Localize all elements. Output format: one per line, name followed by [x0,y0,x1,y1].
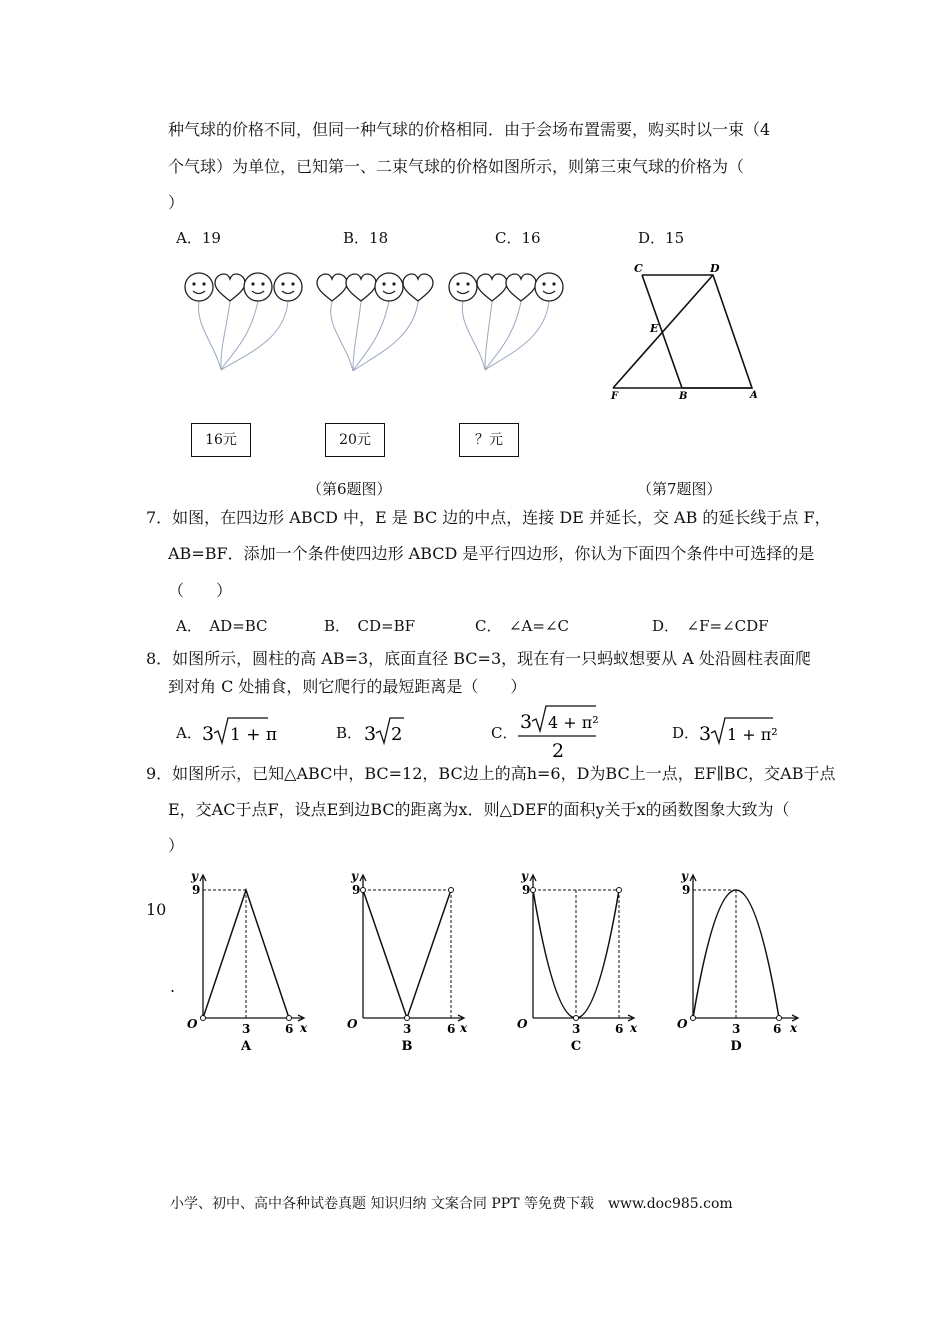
price-box-2: 20元 [325,423,385,457]
q10-number: 10 [146,900,167,919]
graph-label-b: B [401,1039,413,1054]
q6-line-3: ） [168,193,185,212]
x-tick-3: 3 [242,1022,251,1036]
q8-option-c-expr [516,704,600,762]
q6-option-b: B．18 [343,229,389,247]
q9-line-2: E，交AC于点F，设点E到边BC的距离为x．则△DEF的面积y关于x的函数图象大致为（ [168,800,790,819]
label-f: F [611,391,619,402]
a-radicand: 1 + π [230,725,278,745]
label-b: B [679,391,688,402]
c-coef: 3 [520,711,533,733]
d-radicand: 1 + π² [727,725,778,744]
q8-option-c-label: C． [491,724,518,742]
q8-line-1: 8．如图所示，圆柱的高 AB=3，底面直径 BC=3，现在有一只蚂蚁想要从 A 处沿圆柱表面爬 [146,649,811,668]
q6-option-c: C．16 [495,229,541,247]
balloon-figure [175,265,575,380]
y-axis-label: y [191,869,198,883]
caption-figure-6: （第6题图） [307,480,392,498]
q8-option-a-label: A． [176,724,202,742]
x-tick-3: 3 [572,1022,581,1036]
caption-figure-7: （第7题图） [637,480,722,498]
d-coef: 3 [699,723,712,745]
label-c: C [634,262,643,275]
q7-option-d: D． ∠F=∠CDF [652,617,769,635]
y-tick-9: 9 [352,883,361,897]
x-tick-6: 6 [773,1022,782,1036]
origin-label: O [677,1017,688,1031]
label-a: A [750,390,758,401]
graph-label-d: D [730,1039,742,1054]
q8-option-b-expr [362,714,406,750]
balloon-bunch-1 [185,273,302,370]
x-axis-label: x [790,1021,798,1035]
q7-line-3: （ ） [168,581,233,600]
price-box-1: 16元 [191,423,251,457]
origin-label: O [187,1017,198,1031]
q7-line-1: 7．如图，在四边形 ABCD 中，E 是 BC 边的中点，连接 DE 并延长，交 AB 的延长线于点 F， [146,508,831,527]
q8-option-b-label: B． [336,724,363,742]
q9-line-1: 9．如图所示，已知△ABC中，BC=12，BC边上的高h=6，D为BC上一点，EF∥BC，交AB于点 [146,764,836,783]
graph-label-a: A [240,1039,252,1054]
q8-line-2: 到对角 C 处捕食，则它爬行的最短距离是（ ） [168,677,527,696]
q7-option-a: A． AD=BC [176,617,268,635]
q10-dot: . [170,977,176,996]
graph-b [343,868,473,1053]
y-axis-label: y [681,869,688,883]
y-tick-9: 9 [522,883,531,897]
balloon-bunch-3 [449,273,563,370]
graph-c [513,868,643,1053]
q7-line-2: AB=BF．添加一个条件使四边形 ABCD 是平行四边形，你认为下面四个条件中可选择的是 [168,544,815,563]
a-coef: 3 [202,723,215,745]
page-footer: 小学、初中、高中各种试卷真题 知识归纳 文案合同 PPT 等免费下载 www.doc985.com [170,1196,733,1212]
y-tick-9: 9 [682,883,691,897]
x-tick-3: 3 [732,1022,741,1036]
graph-d [673,868,808,1053]
origin-label: O [517,1017,528,1031]
origin-label: O [347,1017,358,1031]
q6-line-2: 个气球）为单位，已知第一、二束气球的价格如图所示，则第三束气球的价格为（ [168,157,745,176]
q6-line-1: 种气球的价格不同，但同一种气球的价格相同．由于会场布置需要，购买时以一束（4 [168,120,771,139]
y-tick-9: 9 [192,883,201,897]
q9-line-3: ） [168,836,185,855]
label-d: D [710,262,720,275]
x-tick-6: 6 [447,1022,456,1036]
line-fd [613,275,713,388]
balloon-bunch-2 [317,273,433,371]
x-axis-label: x [460,1021,468,1035]
q7-quadrilateral-figure [605,260,765,405]
c-denominator: 2 [552,740,565,762]
q6-option-d: D．15 [638,229,685,247]
x-tick-6: 6 [615,1022,624,1036]
q7-option-c: C． ∠A=∠C [475,617,569,635]
q6-option-a: A．19 [176,229,221,247]
b-coef: 3 [364,723,377,745]
x-tick-3: 3 [403,1022,412,1036]
b-radicand: 2 [391,724,403,745]
graph-label-c: C [570,1039,582,1054]
y-axis-label: y [351,869,358,883]
label-e: E [650,322,659,335]
q7-option-b: B． CD=BF [324,617,416,635]
x-axis-label: x [300,1021,308,1035]
y-axis-label: y [521,869,528,883]
q8-option-d-label: D． [672,724,700,742]
x-axis-label: x [630,1021,638,1035]
q8-option-d-expr [697,714,778,750]
c-radicand: 4 + π² [548,713,599,732]
graph-a [183,868,313,1053]
x-tick-6: 6 [285,1022,294,1036]
price-box-3: ？元 [459,423,519,457]
q8-option-a-expr [200,714,278,750]
